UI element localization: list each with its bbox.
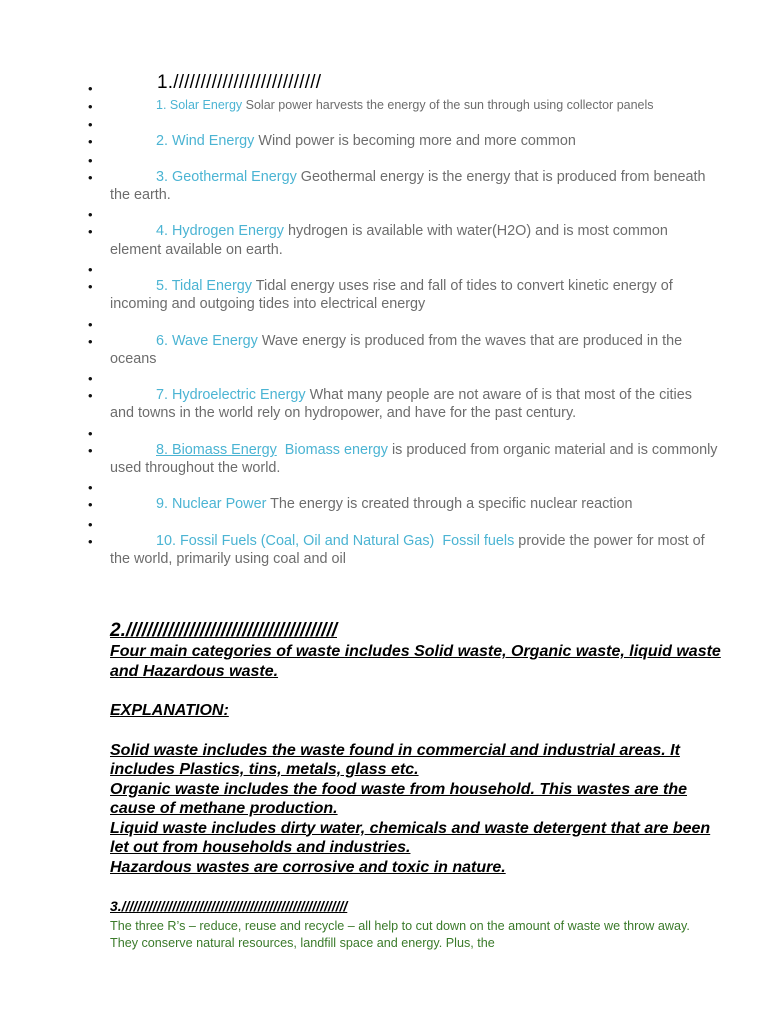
bullet-icon: • <box>88 116 93 132</box>
list-item <box>0 114 768 132</box>
list-item <box>0 368 768 386</box>
bullet-icon: • <box>88 278 93 294</box>
energy-description: Tidal energy uses rise and fall of tides to convert kinetic energy of incoming and outgoing tides into electrical energy <box>110 277 673 313</box>
energy-item-hydrogen <box>0 222 768 259</box>
energy-list <box>0 72 768 568</box>
bullet-icon: • <box>88 516 93 532</box>
energy-description: hydrogen is available with water(H2O) and is most common element available on earth. <box>110 223 668 258</box>
energy-item-solar <box>0 98 768 114</box>
bullet-icon: • <box>88 207 93 223</box>
energy-description: Solar power harvests the energy of the sun through using collector panels <box>242 98 654 112</box>
energy-description: What many people are not aware of is that most of the cities and towns in the world rely on hydropower, and have for the past century. <box>110 387 692 422</box>
list-item <box>0 150 768 168</box>
three-rs-paragraph: The three R’s – reduce, reuse and recycle – all help to cut down on the amount of waste we throw away. They conserve natural resources, landfill space and energy. Plus, the <box>110 919 690 950</box>
bullet-icon: • <box>88 99 93 114</box>
bullet-icon: • <box>88 81 93 96</box>
energy-item-wind <box>0 132 768 150</box>
list-item <box>0 423 768 441</box>
bullet-icon: • <box>88 388 93 404</box>
waste-intro: Four main categories of waste includes Solid waste, Organic waste, liquid waste and Hazardous waste. <box>110 643 721 680</box>
section-3-heading: 3.////////////////////////////////////////////////////////// <box>110 898 348 914</box>
organic-waste-text: Organic waste includes the food waste from household. This wastes are the cause of methane production. <box>110 780 688 817</box>
energy-term: Fossil fuels <box>442 532 515 549</box>
list-item <box>0 259 768 277</box>
energy-term: 6. Wave Energy <box>156 332 258 349</box>
energy-term: 1. Solar Energy <box>156 98 243 112</box>
energy-term: 7. Hydroelectric Energy <box>156 387 306 404</box>
bullet-icon: • <box>88 425 93 441</box>
bullet-icon: • <box>88 133 93 149</box>
solid-waste-text: Solid waste includes the waste found in commercial and industrial areas. It includes Plastics, tins, metals, glass etc. <box>110 741 680 778</box>
energy-item-hydroelectric <box>0 386 768 423</box>
energy-item-wave <box>0 332 768 369</box>
energy-term: 4. Hydrogen Energy <box>156 223 284 240</box>
energy-term: 9. Nuclear Power <box>156 496 267 513</box>
bullet-icon: • <box>88 333 93 349</box>
energy-item-biomass <box>0 441 768 478</box>
energy-term: 2. Wind Energy <box>156 132 255 149</box>
energy-description: Wind power is becoming more and more common <box>254 132 576 149</box>
list-item <box>0 514 768 532</box>
energy-item-nuclear <box>0 495 768 513</box>
energy-description: provide the power for most of the world, primarily using coal and oil <box>110 532 705 567</box>
bullet-icon: • <box>88 480 93 496</box>
energy-term: 3. Geothermal Energy <box>156 168 297 185</box>
bullet-icon: • <box>88 152 93 168</box>
energy-term: 10. Fossil Fuels (Coal, Oil and Natural Gas) <box>156 532 435 549</box>
bullet-icon: • <box>88 442 93 458</box>
energy-item-geothermal <box>0 168 768 205</box>
bullet-icon: • <box>88 316 93 332</box>
bullet-icon: • <box>88 261 93 277</box>
bullet-icon: • <box>88 371 93 387</box>
liquid-waste-text: Liquid waste includes dirty water, chemicals and waste detergent that are been let out from households and industries. <box>110 819 711 856</box>
energy-description: The energy is created through a specific nuclear reaction <box>266 496 633 513</box>
energy-item-tidal <box>0 277 768 314</box>
energy-description: is produced from organic material and is commonly used throughout the world. <box>110 441 718 477</box>
list-item <box>0 72 768 98</box>
list-item <box>0 314 768 332</box>
biomass-energy-link[interactable]: 8. Biomass Energy <box>156 441 277 458</box>
explanation-label: EXPLANATION: <box>110 702 229 719</box>
bullet-icon: • <box>88 224 93 240</box>
section-1-heading: 1./////////////////////////// <box>157 72 322 93</box>
energy-term: 5. Tidal Energy <box>156 277 252 294</box>
hazardous-waste-text: Hazardous wastes are corrosive and toxic in nature. <box>110 858 506 876</box>
bullet-icon: • <box>88 533 93 549</box>
section-2-heading: 2.//////////////////////////////////////// <box>110 620 337 641</box>
energy-term: Biomass energy <box>284 441 388 458</box>
bullet-icon: • <box>88 497 93 513</box>
energy-description: Wave energy is produced from the waves that are produced in the oceans <box>110 332 683 367</box>
bullet-icon: • <box>88 169 93 185</box>
list-item <box>0 477 768 495</box>
list-item <box>0 204 768 222</box>
energy-description: Geothermal energy is the energy that is produced from beneath the earth. <box>110 168 706 204</box>
waste-section <box>110 620 730 877</box>
energy-item-fossil <box>0 532 768 569</box>
